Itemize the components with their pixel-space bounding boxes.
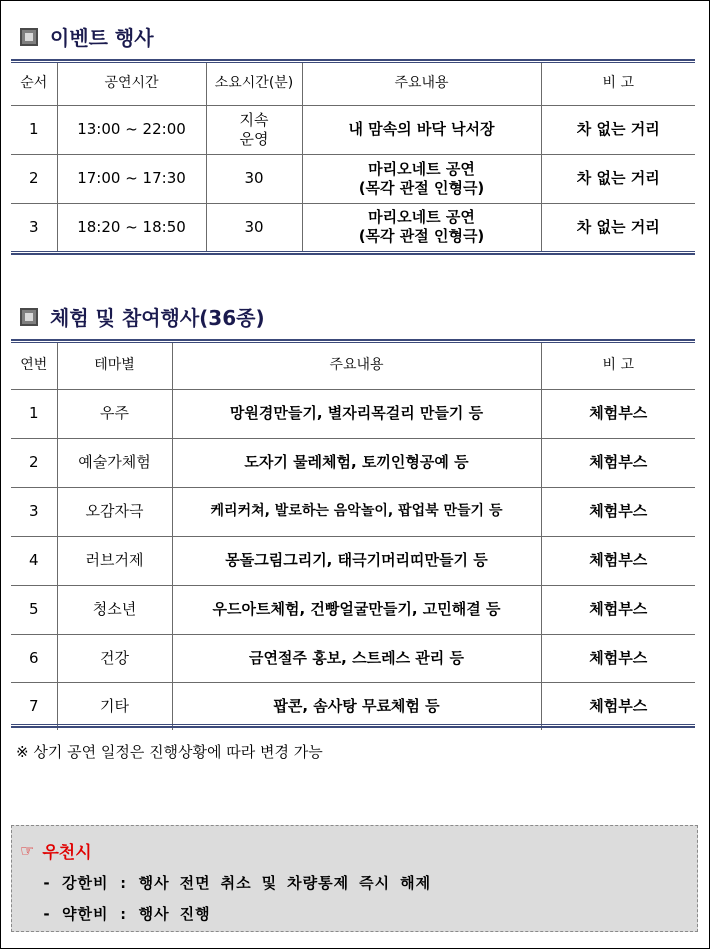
cell-no: 2 (11, 438, 57, 487)
table-row (11, 154, 695, 203)
cell-note: 차 없는 거리 (541, 105, 695, 154)
section1-title: 이벤트 행사 (20, 22, 154, 51)
pointing-hand-icon: ☞ (20, 841, 35, 860)
cell-theme: 러브거제 (57, 536, 172, 585)
experience-table (11, 343, 695, 730)
cell-content: 마리오네트 공연 (목각 관절 인형극) (302, 203, 541, 251)
table-header-row (11, 343, 695, 389)
event-table (11, 63, 695, 251)
cell-note: 체험부스 (541, 438, 695, 487)
section2-title: 체험 및 참여행사(36종) (20, 302, 265, 331)
cell-note: 체험부스 (541, 389, 695, 438)
header-cell: 테마별 (57, 343, 172, 389)
cell-no: 7 (11, 682, 57, 730)
cell-no: 3 (11, 487, 57, 536)
square-bullet-icon (20, 308, 38, 326)
cell-duration: 지속 운영 (206, 105, 302, 154)
cell-content: 우드아트체험, 건빵얼굴만들기, 고민해결 등 (172, 585, 541, 634)
cell-content: 내 맘속의 바닥 낙서장 (302, 105, 541, 154)
cell-note: 체험부스 (541, 487, 695, 536)
cell-no: 5 (11, 585, 57, 634)
table-row (11, 105, 695, 154)
cell-note: 체험부스 (541, 536, 695, 585)
cell-content: 팝콘, 솜사탕 무료체험 등 (172, 682, 541, 730)
cell-theme: 기타 (57, 682, 172, 730)
cell-note: 체험부스 (541, 585, 695, 634)
table1-bottom-border (11, 251, 695, 255)
header-cell: 순서 (11, 63, 57, 105)
cell-duration: 30 (206, 203, 302, 251)
header-cell: 주요내용 (302, 63, 541, 105)
table-header-row (11, 63, 695, 105)
cell-no: 1 (11, 389, 57, 438)
rain-light-line: - 약한비 : 행사 진행 (42, 905, 211, 923)
cell-theme: 우주 (57, 389, 172, 438)
table-row (11, 536, 695, 585)
cell-theme: 건강 (57, 634, 172, 682)
cell-theme: 오감자극 (57, 487, 172, 536)
header-cell: 주요내용 (172, 343, 541, 389)
header-cell: 연번 (11, 343, 57, 389)
cell-duration: 30 (206, 154, 302, 203)
cell-note: 차 없는 거리 (541, 154, 695, 203)
schedule-footnote: ※ 상기 공연 일정은 진행상황에 따라 변경 가능 (16, 743, 323, 761)
table-row (11, 682, 695, 730)
table-row (11, 585, 695, 634)
cell-theme: 청소년 (57, 585, 172, 634)
cell-content: 마리오네트 공연 (목각 관절 인형극) (302, 154, 541, 203)
rain-notice-box (11, 825, 698, 932)
table-row (11, 634, 695, 682)
table2-bottom-border (11, 724, 695, 728)
cell-content: 금연절주 홍보, 스트레스 관리 등 (172, 634, 541, 682)
header-cell: 비 고 (541, 343, 695, 389)
cell-no: 6 (11, 634, 57, 682)
cell-theme: 예술가체험 (57, 438, 172, 487)
cell-time: 13:00 ~ 22:00 (57, 105, 206, 154)
cell-note: 체험부스 (541, 682, 695, 730)
cell-content: 케리커쳐, 발로하는 음악놀이, 팝업북 만들기 등 (172, 487, 541, 536)
header-cell: 소요시간(분) (206, 63, 302, 105)
cell-time: 17:00 ~ 17:30 (57, 154, 206, 203)
cell-no: 1 (11, 105, 57, 154)
header-cell: 비 고 (541, 63, 695, 105)
table-row (11, 203, 695, 251)
rain-notice-title: ☞ 우천시 (20, 841, 92, 863)
table-row (11, 438, 695, 487)
cell-time: 18:20 ~ 18:50 (57, 203, 206, 251)
header-cell: 공연시간 (57, 63, 206, 105)
rain-heavy-line: - 강한비 : 행사 전면 취소 및 차량통제 즉시 해제 (42, 874, 432, 892)
cell-no: 3 (11, 203, 57, 251)
cell-note: 차 없는 거리 (541, 203, 695, 251)
square-bullet-icon (20, 28, 38, 46)
table-row (11, 389, 695, 438)
cell-content: 망원경만들기, 별자리목걸리 만들기 등 (172, 389, 541, 438)
cell-no: 2 (11, 154, 57, 203)
cell-no: 4 (11, 536, 57, 585)
table-row (11, 487, 695, 536)
cell-content: 몽돌그림그리기, 태극기머리띠만들기 등 (172, 536, 541, 585)
cell-note: 체험부스 (541, 634, 695, 682)
cell-content: 도자기 물레체험, 토끼인형공예 등 (172, 438, 541, 487)
